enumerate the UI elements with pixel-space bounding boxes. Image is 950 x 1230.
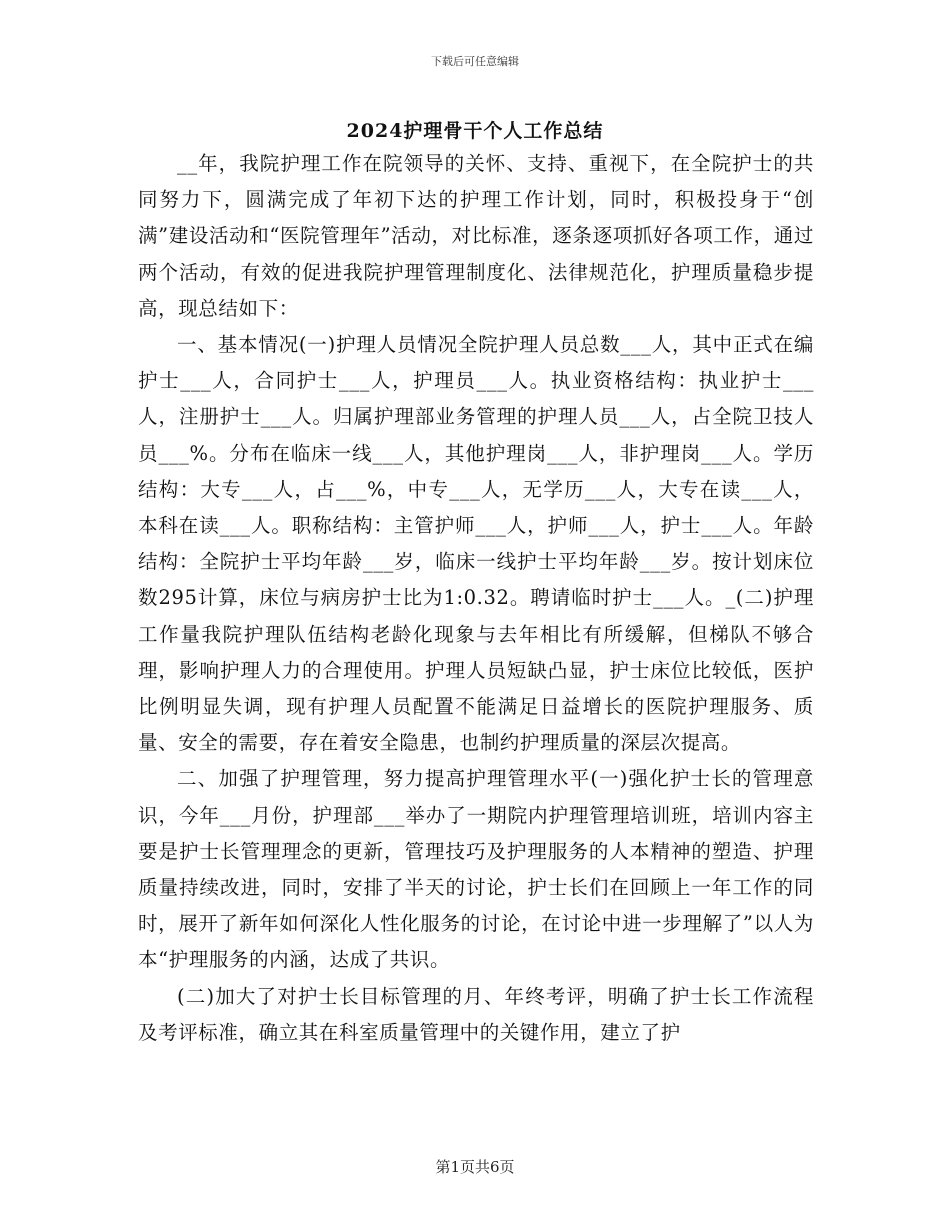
paragraph-management: 二、加强了护理管理，努力提高护理管理水平(一)强化护士长的管理意识，今年___月份，护理部___举办了一期院内护理管理培训班，培训内容主要是护士长管理理念的更新，管理技巧及护理服务的人本精神的塑造、护理质量持续改进，同时，安排了半天的讨论，护士长们在回顾上一年工作的同时，展开了新年如何深化人性化服务的讨论，在讨论中进一步理解了”以人为本“护理服务的内涵，达成了共识。 — [138, 767, 814, 972]
paragraph-basic-info: 一、基本情况(一)护理人员情况全院护理人员总数___人，其中正式在编护士___人，合同护士___人，护理员___人。执业资格结构：执业护士___人，注册护士___人。归属护理部业务管理的护理人员___人，占全院卫技人员___%。分布在临床一线___人，其他护理岗___人，非护理岗___人。学历结构：大专___人，占___%，中专___人，无学历___人，大专在读___人，本科在读___人。职称结构：主管护师___人，护师___人，护士___人。年龄结构：全院护士平均年龄___岁，临床一线护士平均年龄___岁。按计划床位数295计算，床位与病房护士比为1:0.32。聘请临时护士___人。_(二)护理工作量我院护理队伍结构老龄化现象与去年相比有所缓解，但梯队不够合理，影响护理人力的合理使用。护理人员短缺凸显，护士床位比较低，医护比例明显失调，现有护理人员配置不能满足日益增长的医院护理服务、质量、安全的需要，存在着安全隐患，也制约护理质量的深层次提高。 — [138, 333, 814, 755]
page-header-note: 下载后可任意编辑 — [431, 55, 519, 68]
paragraph-assessment: (二)加大了对护士长目标管理的月、年终考评，明确了护士长工作流程及考评标准，确立其在科室质量管理中的关键作用，建立了护 — [138, 984, 814, 1044]
document-body — [138, 146, 814, 1051]
page-number-footer: 第1页共6页 — [435, 1158, 515, 1176]
paragraph-intro: __年，我院护理工作在院领导的关怀、支持、重视下，在全院护士的共同努力下，圆满完成了年初下达的护理工作计划，同时，积极投身于“创满”建设活动和“医院管理年”活动，对比标准，逐条逐项抓好各项工作，通过两个活动，有效的促进我院护理管理制度化、法律规范化，护理质量稳步提高，现总结如下： — [138, 152, 814, 320]
document-title: 2024护理骨干个人工作总结 — [346, 120, 604, 142]
